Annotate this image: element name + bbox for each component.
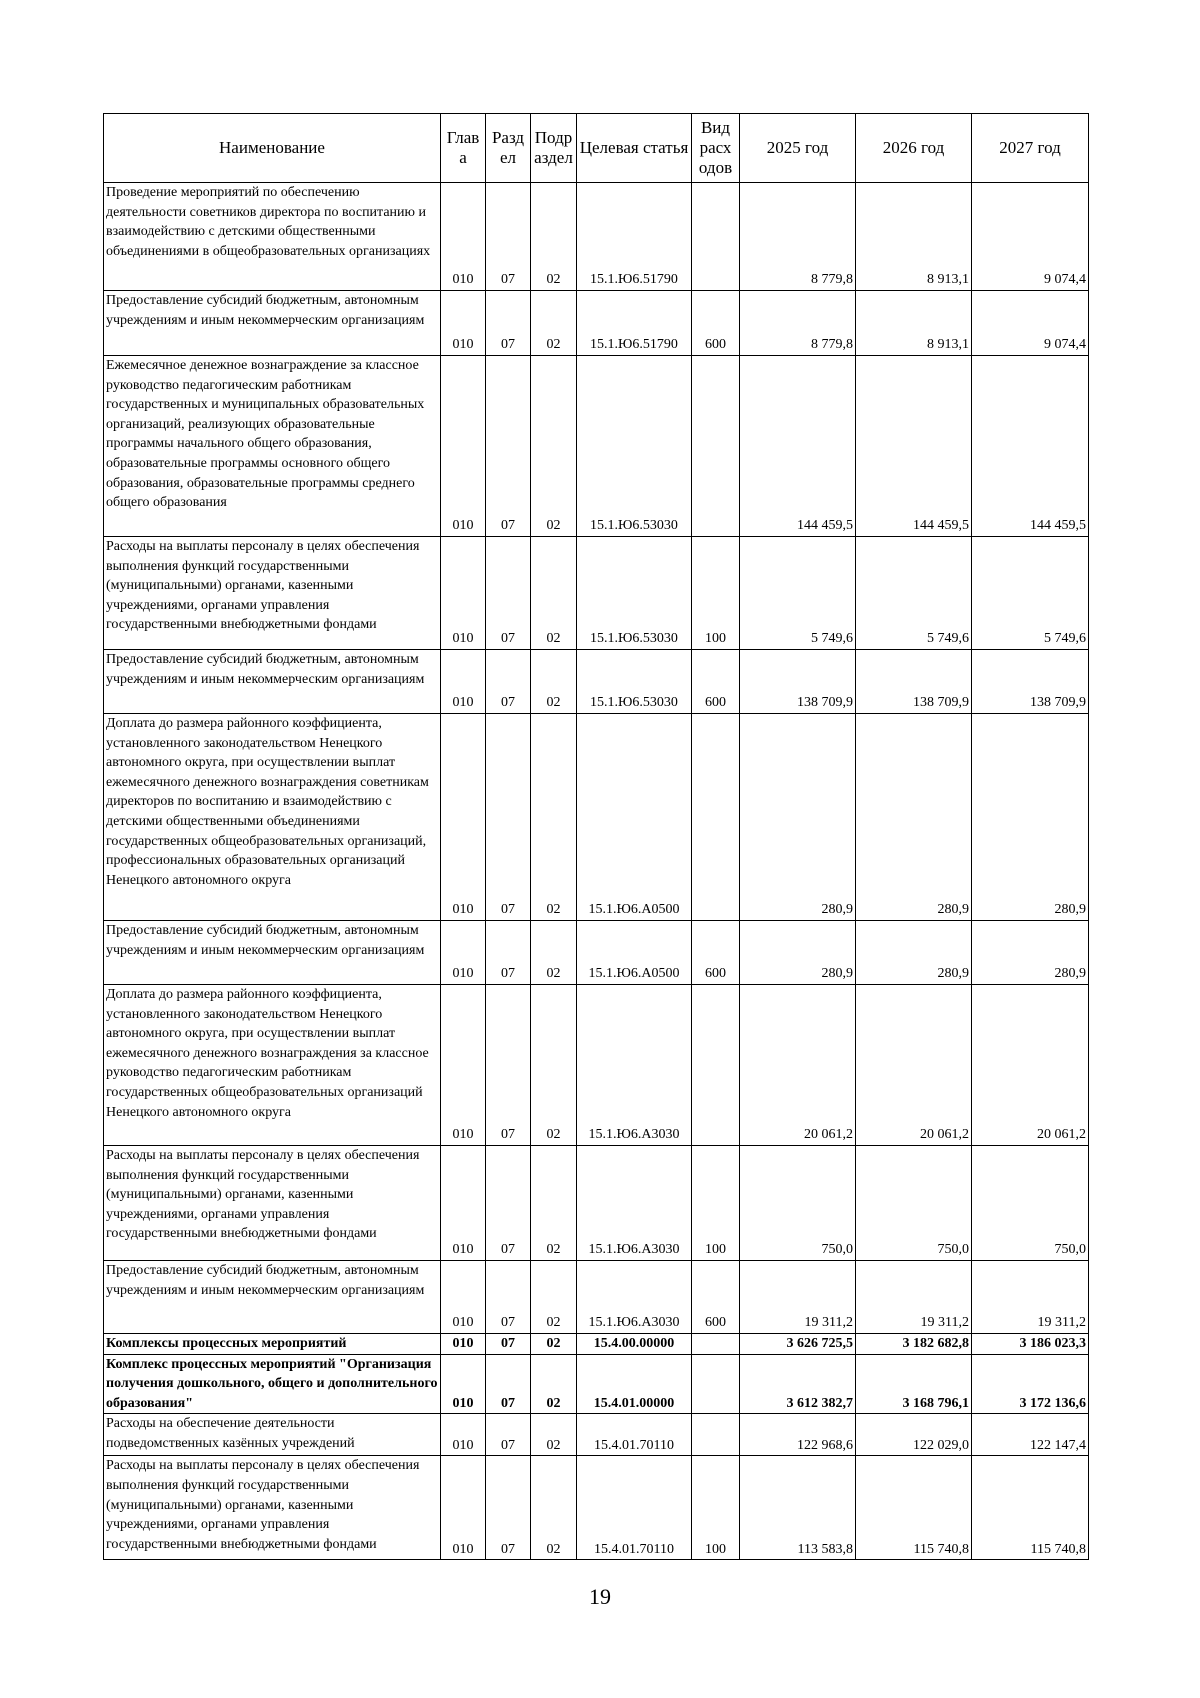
cell-target: 15.1.Ю6.53030: [577, 537, 692, 650]
cell-vid: [692, 1414, 740, 1456]
cell-podrazdel: 02: [531, 650, 577, 714]
cell-2027: 115 740,8: [972, 1456, 1089, 1560]
cell-2026: 144 459,5: [856, 356, 972, 537]
table-row: [104, 1456, 1089, 1560]
row-name: Ежемесячное денежное вознаграждение за классное руководство педагогическим работникам государственных и муниципальных образовательных организаций, реализующих образовательные программы начального общего образования, образовательные программы основного общего образования, образовательные программы среднего общего образования: [104, 356, 441, 537]
cell-2027: 3 172 136,6: [972, 1354, 1089, 1414]
cell-2026: 8 913,1: [856, 291, 972, 356]
cell-target: 15.1.Ю6.А3030: [577, 1261, 692, 1334]
cell-2026: 115 740,8: [856, 1456, 972, 1560]
cell-glava: 010: [441, 1456, 486, 1560]
cell-vid: [692, 1334, 740, 1355]
header-2025: 2025 год: [740, 114, 856, 183]
cell-glava: 010: [441, 1146, 486, 1261]
row-name: Доплата до размера районного коэффициента, установленного законодательством Ненецкого автономного округа, при осуществлении выплат ежемесячного денежного вознаграждения за классное руководство педагогическим работникам государственных общеобразовательных организаций Ненецкого автономного округа: [104, 985, 441, 1146]
cell-vid: 100: [692, 1146, 740, 1261]
cell-vid: 100: [692, 1456, 740, 1560]
cell-razdel: 07: [486, 1261, 531, 1334]
cell-2026: 280,9: [856, 714, 972, 921]
cell-target: 15.1.Ю6.51790: [577, 291, 692, 356]
cell-razdel: 07: [486, 714, 531, 921]
cell-podrazdel: 02: [531, 1414, 577, 1456]
cell-podrazdel: 02: [531, 714, 577, 921]
cell-2027: 144 459,5: [972, 356, 1089, 537]
cell-target: 15.1.Ю6.53030: [577, 650, 692, 714]
cell-target: 15.1.Ю6.А3030: [577, 985, 692, 1146]
table-row: [104, 1414, 1089, 1456]
cell-2026: 20 061,2: [856, 985, 972, 1146]
table-header-row: [104, 114, 1089, 183]
cell-2027: 9 074,4: [972, 183, 1089, 291]
cell-podrazdel: 02: [531, 183, 577, 291]
cell-podrazdel: 02: [531, 985, 577, 1146]
table-row: [104, 650, 1089, 714]
cell-2027: 750,0: [972, 1146, 1089, 1261]
cell-podrazdel: 02: [531, 1334, 577, 1355]
cell-podrazdel: 02: [531, 1261, 577, 1334]
cell-razdel: 07: [486, 650, 531, 714]
cell-vid: 600: [692, 1261, 740, 1334]
cell-glava: 010: [441, 1334, 486, 1355]
cell-2026: 138 709,9: [856, 650, 972, 714]
row-name: Расходы на обеспечение деятельности подведомственных казённых учреждений: [104, 1414, 441, 1456]
table-row: [104, 714, 1089, 921]
cell-vid: [692, 714, 740, 921]
cell-target: 15.1.Ю6.А3030: [577, 1146, 692, 1261]
cell-razdel: 07: [486, 1146, 531, 1261]
table-row: [104, 183, 1089, 291]
row-name: Доплата до размера районного коэффициента, установленного законодательством Ненецкого автономного округа, при осуществлении выплат ежемесячного денежного вознаграждения советникам директоров по воспитанию и взаимодействию с детскими общественными объединениями государственных общеобразовательных организаций, профессиональных образовательных организаций Ненецкого автономного округа: [104, 714, 441, 921]
cell-2025: 280,9: [740, 714, 856, 921]
cell-2025: 3 612 382,7: [740, 1354, 856, 1414]
row-name: Предоставление субсидий бюджетным, автономным учреждениям и иным некоммерческим организациям: [104, 921, 441, 985]
cell-glava: 010: [441, 1414, 486, 1456]
cell-2025: 19 311,2: [740, 1261, 856, 1334]
cell-podrazdel: 02: [531, 1456, 577, 1560]
cell-razdel: 07: [486, 1414, 531, 1456]
cell-2026: 8 913,1: [856, 183, 972, 291]
header-vid: Вид расх одов: [692, 114, 740, 183]
budget-table: [103, 113, 1089, 1560]
cell-2025: 138 709,9: [740, 650, 856, 714]
cell-razdel: 07: [486, 356, 531, 537]
cell-glava: 010: [441, 537, 486, 650]
cell-2027: 5 749,6: [972, 537, 1089, 650]
row-name: Предоставление субсидий бюджетным, автономным учреждениям и иным некоммерческим организациям: [104, 1261, 441, 1334]
cell-2026: 5 749,6: [856, 537, 972, 650]
cell-glava: 010: [441, 1354, 486, 1414]
cell-2025: 280,9: [740, 921, 856, 985]
cell-podrazdel: 02: [531, 1146, 577, 1261]
cell-2025: 8 779,8: [740, 183, 856, 291]
cell-target: 15.1.Ю6.А0500: [577, 921, 692, 985]
cell-target: 15.4.01.00000: [577, 1354, 692, 1414]
table-row: [104, 537, 1089, 650]
cell-glava: 010: [441, 1261, 486, 1334]
cell-glava: 010: [441, 183, 486, 291]
table-body: [104, 183, 1089, 1560]
header-2026: 2026 год: [856, 114, 972, 183]
cell-vid: [692, 1354, 740, 1414]
header-name: Наименование: [104, 114, 441, 183]
table-row: [104, 291, 1089, 356]
row-name: Расходы на выплаты персоналу в целях обеспечения выполнения функций государственными (муниципальными) органами, казенными учреждениями, органами управления государственными внебюджетными фондами: [104, 537, 441, 650]
cell-podrazdel: 02: [531, 356, 577, 537]
cell-razdel: 07: [486, 183, 531, 291]
table-row: [104, 1146, 1089, 1261]
cell-vid: [692, 183, 740, 291]
cell-target: 15.4.01.70110: [577, 1414, 692, 1456]
cell-2026: 122 029,0: [856, 1414, 972, 1456]
cell-target: 15.1.Ю6.51790: [577, 183, 692, 291]
header-target: Целевая статья: [577, 114, 692, 183]
cell-2027: 122 147,4: [972, 1414, 1089, 1456]
cell-glava: 010: [441, 921, 486, 985]
table-row: [104, 1261, 1089, 1334]
cell-2027: 280,9: [972, 714, 1089, 921]
cell-vid: [692, 356, 740, 537]
cell-glava: 010: [441, 985, 486, 1146]
page-number: 19: [589, 1584, 611, 1609]
row-name: Предоставление субсидий бюджетным, автономным учреждениям и иным некоммерческим организациям: [104, 650, 441, 714]
header-podrazdel: Подр аздел: [531, 114, 577, 183]
cell-2025: 750,0: [740, 1146, 856, 1261]
table-row: [104, 921, 1089, 985]
table-row: [104, 1354, 1089, 1414]
cell-glava: 010: [441, 356, 486, 537]
cell-razdel: 07: [486, 985, 531, 1146]
cell-2025: 20 061,2: [740, 985, 856, 1146]
cell-2025: 122 968,6: [740, 1414, 856, 1456]
cell-2025: 113 583,8: [740, 1456, 856, 1560]
cell-2026: 750,0: [856, 1146, 972, 1261]
cell-vid: 600: [692, 291, 740, 356]
cell-target: 15.4.01.70110: [577, 1456, 692, 1560]
cell-target: 15.1.Ю6.53030: [577, 356, 692, 537]
cell-razdel: 07: [486, 537, 531, 650]
row-name: Расходы на выплаты персоналу в целях обеспечения выполнения функций государственными (муниципальными) органами, казенными учреждениями, органами управления государственными внебюджетными фондами: [104, 1456, 441, 1560]
table-row: [104, 1334, 1089, 1355]
table-row: [104, 985, 1089, 1146]
row-name: Комплекс процессных мероприятий "Организация получения дошкольного, общего и дополнительного образования": [104, 1354, 441, 1414]
cell-vid: [692, 985, 740, 1146]
cell-podrazdel: 02: [531, 921, 577, 985]
cell-target: 15.1.Ю6.А0500: [577, 714, 692, 921]
cell-2025: 3 626 725,5: [740, 1334, 856, 1355]
cell-2027: 19 311,2: [972, 1261, 1089, 1334]
cell-razdel: 07: [486, 291, 531, 356]
row-name: Предоставление субсидий бюджетным, автономным учреждениям и иным некоммерческим организациям: [104, 291, 441, 356]
row-name: Проведение мероприятий по обеспечению деятельности советников директора по воспитанию и взаимодействию с детскими общественными объединениями в общеобразовательных организациях: [104, 183, 441, 291]
cell-razdel: 07: [486, 1334, 531, 1355]
cell-razdel: 07: [486, 1354, 531, 1414]
cell-2025: 8 779,8: [740, 291, 856, 356]
cell-podrazdel: 02: [531, 291, 577, 356]
cell-razdel: 07: [486, 1456, 531, 1560]
cell-2027: 280,9: [972, 921, 1089, 985]
header-glava: Глав а: [441, 114, 486, 183]
header-razdel: Разд ел: [486, 114, 531, 183]
cell-target: 15.4.00.00000: [577, 1334, 692, 1355]
header-2027: 2027 год: [972, 114, 1089, 183]
cell-glava: 010: [441, 650, 486, 714]
cell-2026: 3 168 796,1: [856, 1354, 972, 1414]
cell-2027: 20 061,2: [972, 985, 1089, 1146]
cell-2025: 5 749,6: [740, 537, 856, 650]
cell-glava: 010: [441, 291, 486, 356]
cell-vid: 600: [692, 650, 740, 714]
row-name: Расходы на выплаты персоналу в целях обеспечения выполнения функций государственными (муниципальными) органами, казенными учреждениями, органами управления государственными внебюджетными фондами: [104, 1146, 441, 1261]
cell-2027: 138 709,9: [972, 650, 1089, 714]
cell-2026: 19 311,2: [856, 1261, 972, 1334]
cell-podrazdel: 02: [531, 1354, 577, 1414]
cell-2027: 3 186 023,3: [972, 1334, 1089, 1355]
cell-vid: 100: [692, 537, 740, 650]
cell-2026: 3 182 682,8: [856, 1334, 972, 1355]
cell-podrazdel: 02: [531, 537, 577, 650]
table-row: [104, 356, 1089, 537]
cell-glava: 010: [441, 714, 486, 921]
cell-2026: 280,9: [856, 921, 972, 985]
cell-vid: 600: [692, 921, 740, 985]
row-name: Комплексы процессных мероприятий: [104, 1334, 441, 1355]
cell-2025: 144 459,5: [740, 356, 856, 537]
cell-razdel: 07: [486, 921, 531, 985]
cell-2027: 9 074,4: [972, 291, 1089, 356]
